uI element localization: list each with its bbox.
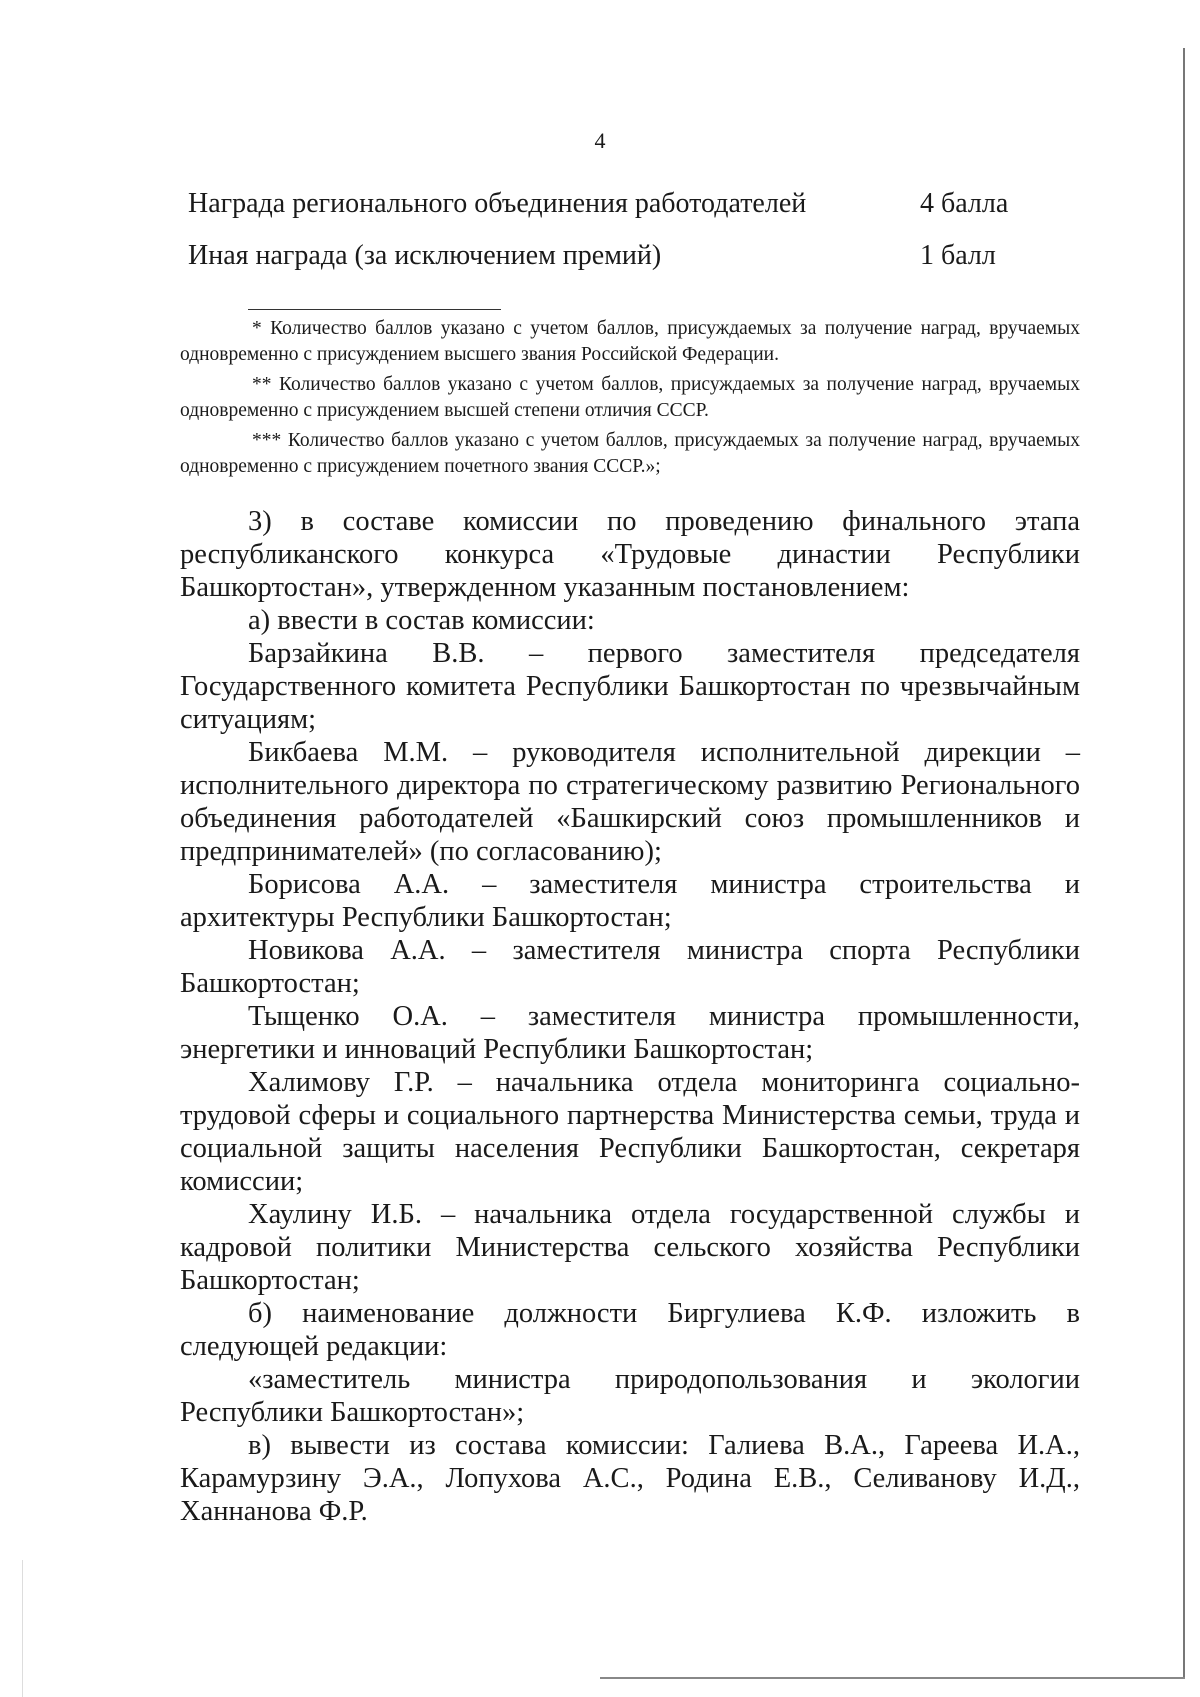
scan-edge-left (22, 1560, 23, 1697)
page-number: 4 (594, 128, 606, 153)
award-score: 1 балл (920, 240, 996, 271)
footnote: * Количество баллов указано с учетом баллов, присуждаемых за получение наград, вручаемых одновременно с присуждением высшего звания Российской Федерации. (180, 318, 1080, 365)
scan-edge-bottom (600, 1677, 1185, 1679)
paragraph: 3) в составе комиссии по проведению финального этапа республиканского конкурса «Трудовые династии Республики Башкортостан», утвержденном указанным постановлением: (180, 506, 1080, 603)
paragraph: Барзайкина В.В. – первого заместителя председателя Государственного комитета Республики Башкортостан по чрезвычайным ситуациям; (180, 638, 1080, 735)
award-score: 4 балла (920, 188, 1009, 219)
footnote-separator (248, 309, 501, 310)
paragraph: Халимову Г.Р. – начальника отдела мониторинга социально-трудовой сферы и социального партнерства Министерства семьи, труда и социальной защиты населения Республики Башкортостан, секретаря комиссии; (180, 1067, 1080, 1197)
scan-edge-right (1183, 48, 1185, 1678)
paragraph: а) ввести в состав комиссии: (248, 605, 595, 636)
award-label: Иная награда (за исключением премий) (188, 240, 662, 271)
paragraph: Хаулину И.Б. – начальника отдела государственной службы и кадровой политики Министерства сельского хозяйства Республики Башкортостан; (180, 1199, 1080, 1296)
award-label: Награда регионального объединения работодателей (188, 188, 807, 219)
main-text (180, 505, 1080, 1528)
paragraph: Бикбаева М.М. – руководителя исполнительной дирекции – исполнительного директора по стратегическому развитию Регионального объединения работодателей «Башкирский союз промышленников и предпринимателей» (по согласованию); (180, 737, 1080, 867)
paragraph: Тыщенко О.А. – заместителя министра промышленности, энергетики и инноваций Республики Башкортостан; (180, 1001, 1080, 1065)
paragraph: Новикова А.А. – заместителя министра спорта Республики Башкортостан; (180, 935, 1080, 999)
paragraph: в) вывести из состава комиссии: Галиева В.А., Гареева И.А., Карамурзину Э.А., Лопухова А.С., Родина Е.В., Селиванову И.Д., Ханнанова Ф.Р. (180, 1430, 1080, 1527)
paragraph: «заместитель министра природопользования и экологии Республики Башкортостан»; (180, 1364, 1080, 1428)
footnote: *** Количество баллов указано с учетом баллов, присуждаемых за получение наград, вручаемых одновременно с присуждением почетного звания СССР.»; (180, 430, 1080, 477)
footnotes (180, 316, 1080, 484)
paragraph: б) наименование должности Биргулиева К.Ф. изложить в следующей редакции: (180, 1298, 1080, 1362)
paragraph: Борисова А.А. – заместителя министра строительства и архитектуры Республики Башкортостан; (180, 869, 1080, 933)
footnote: ** Количество баллов указано с учетом баллов, присуждаемых за получение наград, вручаемых одновременно с присуждением высшей степени отличия СССР. (180, 374, 1080, 421)
